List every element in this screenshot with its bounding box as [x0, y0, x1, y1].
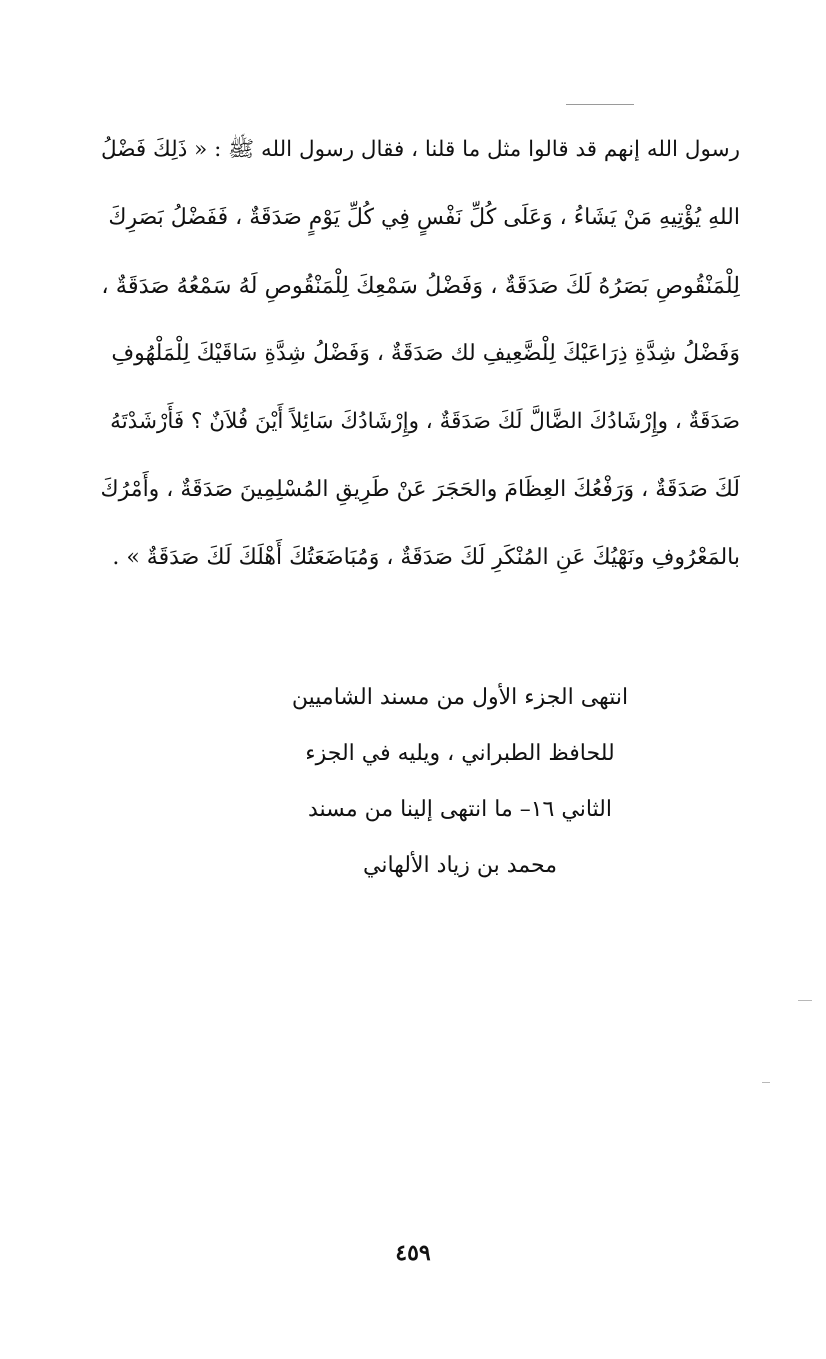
- scan-artifact: [798, 1000, 812, 1001]
- colophon-line: للحافظ الطبراني ، ويليه في الجزء: [305, 741, 615, 766]
- text-line: اللهِ يُؤْتِيهِ مَنْ يَشَاءُ ، وَعَلَى كُلِّ نَفْسٍ فِي كُلِّ يَوْمٍ صَدَقَةٌ ، فَفَضْلُ بَصَرِكَ: [108, 205, 740, 230]
- text-line: لِلْمَنْقُوصِ بَصَرُهُ لَكَ صَدَقَةٌ ، وَفَضْلُ سَمْعِكَ لِلْمَنْقُوصِ لَهُ سَمْعُهُ صَدَقَةٌ ،: [101, 273, 740, 299]
- text-line: صَدَقَةٌ ، وإِرْشَادُكَ الضَّالَّ لَكَ صَدَقَةٌ ، وإِرْشَادُكَ سَائِلاً أَيْنَ فُلاَنٌ ؟ فَأَرْشَدْتَهُ: [110, 409, 740, 434]
- text-line: لَكَ صَدَقَةٌ ، وَرَفْعُكَ العِظَامَ والحَجَرَ عَنْ طَرِيقِ المُسْلِمِينَ صَدَقَةٌ ، وأَمْرُكَ: [100, 477, 740, 502]
- scan-artifact: [762, 1082, 770, 1083]
- text-line: وَفَضْلُ شِدَّةِ ذِرَاعَيْكَ لِلْضَّعِيفِ لك صَدَقَةٌ ، وَفَضْلُ شِدَّةِ سَاقَيْكَ لِلْمَلْهُوفِ: [111, 341, 740, 366]
- text-line: رسول الله إنهم قد قالوا مثل ما قلنا ، فقال رسول الله ﷺ : « ذَلِكَ فَضْلُ: [100, 137, 740, 162]
- top-divider: [566, 104, 634, 105]
- colophon-line: محمد بن زياد الألهاني: [362, 853, 557, 878]
- hadith-paragraph: [100, 116, 740, 592]
- page-number: ٤٥٩: [395, 1240, 431, 1266]
- colophon: [240, 670, 680, 894]
- colophon-line: الثاني ١٦– ما انتهى إلينا من مسند: [308, 797, 612, 822]
- colophon-line: انتهى الجزء الأول من مسند الشاميين: [291, 685, 629, 710]
- text-line: بالمَعْرُوفِ ونَهْيُكَ عَنِ المُنْكَرِ لَكَ صَدَقَةٌ ، وَمُبَاضَعَتُكَ أَهْلَكَ لَكَ صَدَقَةٌ » .: [112, 545, 740, 570]
